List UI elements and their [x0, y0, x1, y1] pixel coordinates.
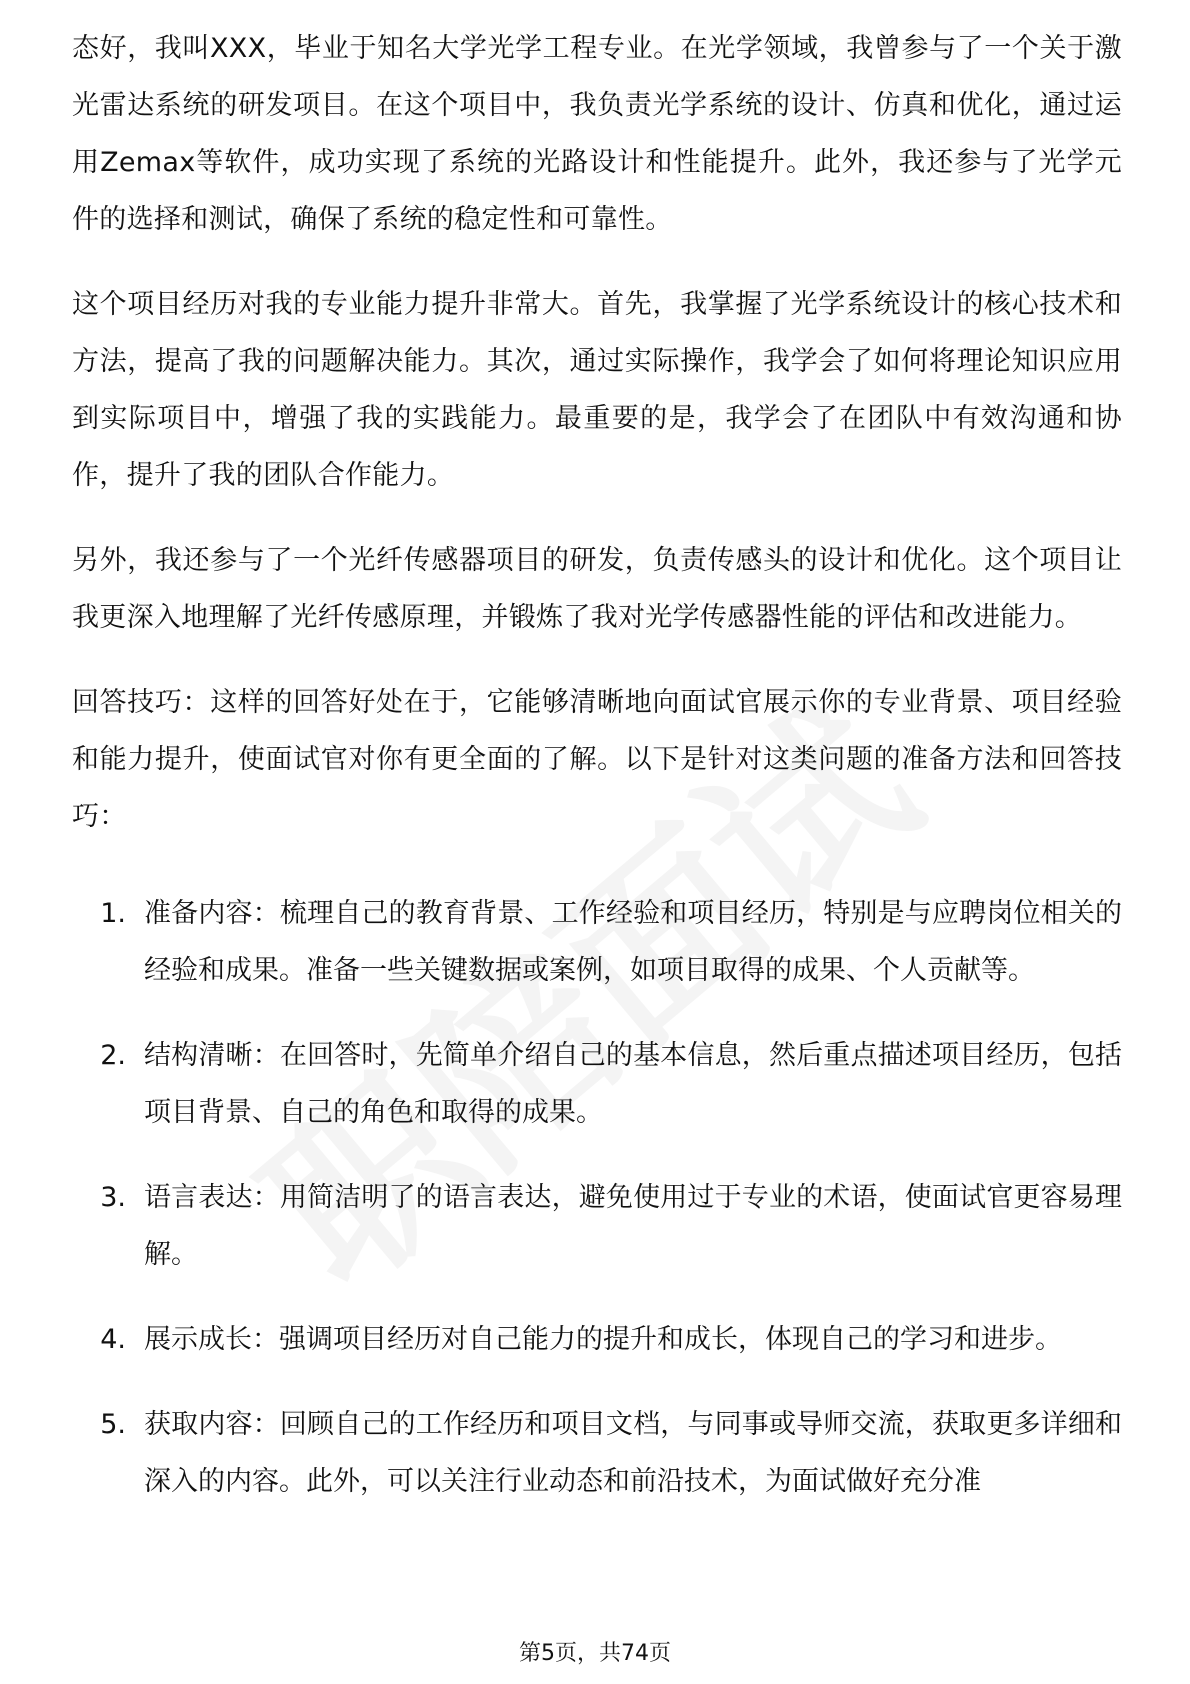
paragraph-answer-tips: 回答技巧：这样的回答好处在于，它能够清晰地向面试官展示你的专业背景、项目经验和能力提升，使面试官对你有更全面的了解。以下是针对这类问题的准备方法和回答技巧： [72, 687, 1122, 832]
list-item-number: 5. [100, 1409, 126, 1440]
list-item-number: 4. [100, 1324, 126, 1355]
paragraph-ability-growth: 这个项目经历对我的专业能力提升非常大。首先，我掌握了光学系统设计的核心技术和方法，提高了我的问题解决能力。其次，通过实际操作，我学会了如何将理论知识应用到实际项目中，增强了我的实践能力。最重要的是，我学会了在团队中有效沟通和协作，提升了我的团队合作能力。 [72, 289, 1122, 491]
list-item-number: 2. [100, 1040, 126, 1071]
list-item-text: 展示成长：强调项目经历对自己能力的提升和成长，体现自己的学习和进步。 [144, 1324, 1062, 1355]
list-item [72, 1311, 1122, 1368]
list-item-text: 准备内容：梳理自己的教育背景、工作经验和项目经历，特别是与应聘岗位相关的经验和成果。准备一些关键数据或案例，如项目取得的成果、个人贡献等。 [144, 898, 1122, 986]
list-item [72, 885, 1122, 999]
list-item-text: 获取内容：回顾自己的工作经历和项目文档，与同事或导师交流，获取更多详细和深入的内容。此外，可以关注行业动态和前沿技术，为面试做好充分准 [144, 1409, 1122, 1497]
tips-list [72, 885, 1122, 1510]
paragraph-project-intro: 态好，我叫XXX，毕业于知名大学光学工程专业。在光学领域，我曾参与了一个关于激光雷达系统的研发项目。在这个项目中，我负责光学系统的设计、仿真和优化，通过运用Zemax等软件，成功实现了系统的光路设计和性能提升。此外，我还参与了光学元件的选择和测试，确保了系统的稳定性和可靠性。 [72, 33, 1122, 235]
list-item-number: 1. [100, 898, 126, 929]
document-body [72, 20, 1122, 1538]
page-number-footer: 第5页，共74页 [519, 1641, 671, 1666]
list-item [72, 1396, 1122, 1510]
list-item [72, 1027, 1122, 1141]
list-item-number: 3. [100, 1182, 126, 1213]
list-item-text: 语言表达：用简洁明了的语言表达，避免使用过于专业的术语，使面试官更容易理解。 [144, 1182, 1122, 1270]
list-item [72, 1169, 1122, 1283]
paragraph-fiber-sensor: 另外，我还参与了一个光纤传感器项目的研发，负责传感头的设计和优化。这个项目让我更深入地理解了光纤传感原理，并锻炼了我对光学传感器性能的评估和改进能力。 [72, 545, 1122, 633]
list-item-text: 结构清晰：在回答时，先简单介绍自己的基本信息，然后重点描述项目经历，包括项目背景、自己的角色和取得的成果。 [144, 1040, 1122, 1128]
